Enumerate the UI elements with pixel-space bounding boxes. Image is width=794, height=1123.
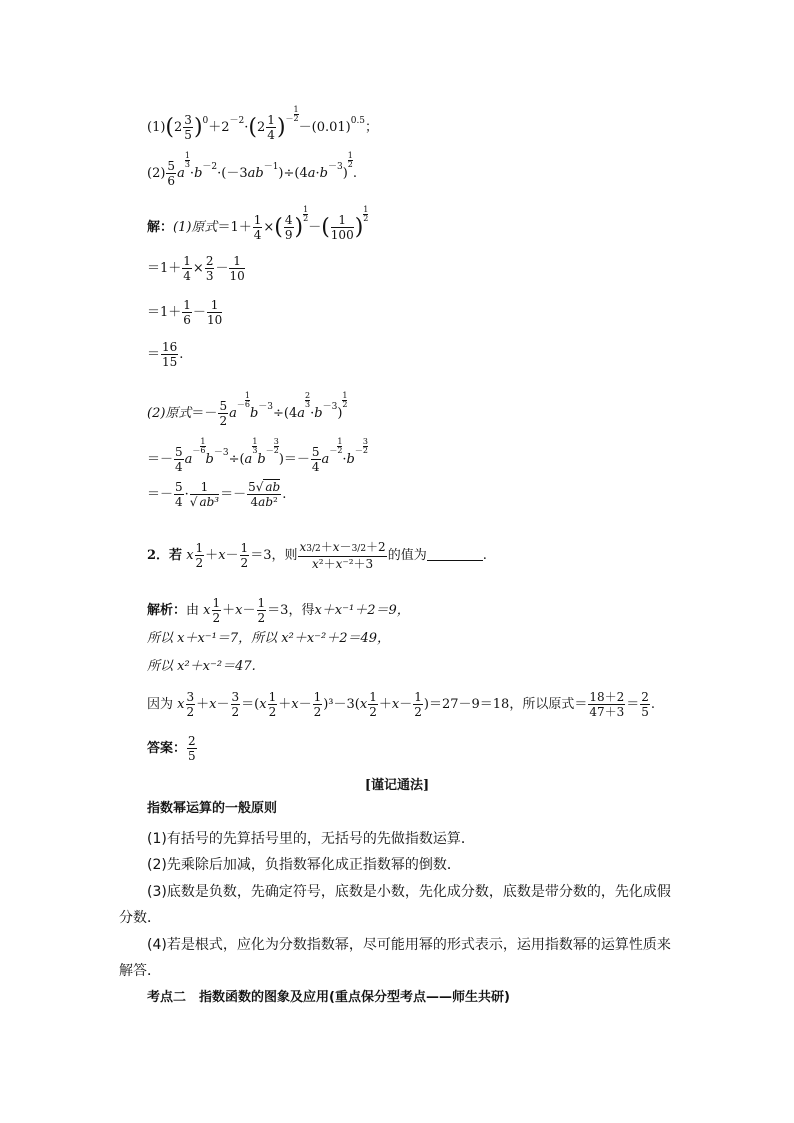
notes-heading: [谨记通法] <box>364 778 430 793</box>
solution-line-1: 解：(1)原式＝1＋ $\frac{1}{4}$ ×( $\frac{4}{9}$ ) $\frac{1}{2}$ －( $\frac{1}{100}$ ) $\frac{1}{2}$ <box>147 205 369 242</box>
problem2-ask: 的值为 <box>387 548 427 563</box>
notes-item-1: (1)有括号的先算括号里的，无括号的先做指数运算． <box>147 831 475 847</box>
solution2-line-2: ＝－ $\frac{5}{4}$ a － $\frac{1}{6}$ $b^{-3}\div(a$ $\frac{1}{3}$ b － $\frac{3}{2}$ )＝－ $\frac{5}{4}$ a － $\frac{1}{2}$ ·b － $\frac{3}{2}$ <box>147 437 368 474</box>
solution-line-3: ＝1＋ $\frac{1}{6}$ － $\frac{1}{10}$ <box>147 298 223 327</box>
orig-label: (1)原式 <box>173 220 218 235</box>
problem2-number: 2．若 <box>147 548 183 563</box>
solution2-line-1: (2)原式＝－ $\frac{5}{2}$ a － $\frac{1}{6}$ $b^{-3}\div(4a$ $\frac{2}{3}$ $\cdot b^{-3}$) $\frac{1}{2}$ <box>147 391 348 428</box>
solution-label: 解： <box>147 220 174 235</box>
next-section-title: 考点二 指数函数的图象及应用(重点保分型考点——师生共研) <box>147 990 510 1005</box>
answer-line: 答案： $\frac{2}{5}$ <box>147 734 196 763</box>
part2-label: (2) <box>147 166 166 181</box>
notes-item-2: (2)先乘除后加减，负指数幂化成正指数幂的倒数． <box>147 857 461 873</box>
problem2-then: ，则 <box>271 548 298 563</box>
analysis-line-2: 所以 x＋x⁻¹＝7，所以 x²＋x⁻²＋2＝49， <box>147 631 391 646</box>
analysis-line-3: 所以 x²＋x⁻²＝47. <box>147 659 256 674</box>
analysis-line-4: 因为 x $\frac{3}{2}$ ＋x－ $\frac{3}{2}$ ＝(x $\frac{1}{2}$ ＋x－ $\frac{1}{2}$ )³－3(x $\frac{1}{2}$ ＋x－ $\frac{1}{2}$ )＝27－9＝18，所以原式＝ $\frac{18+2}{47+3}$ ＝ $\frac{2}{5}$ . <box>147 690 656 719</box>
notes-item-4b: 解答． <box>119 963 161 979</box>
answer-label: 答案： <box>147 741 187 756</box>
part1-label: (1) <box>147 120 166 135</box>
notes-title: 指数幂运算的一般原则 <box>147 801 278 816</box>
solution-line-4: ＝ $\frac{16}{15}$ . <box>147 340 184 369</box>
analysis-label: 解析： <box>147 603 187 618</box>
problem2: 2．若 x $\frac{1}{2}$ ＋x－ $\frac{1}{2}$ ＝3，则 $\frac{x3/2+x-3/2+2}{\text{x²＋x⁻²＋3}}$ 的值为 . <box>147 540 487 571</box>
problem1-part2: (2) $\frac{5}{6}$ a $\frac{1}{3}$ $\cdot b^{-2}\cdot(-3ab^{-1})\div(4a\cdot b^{-3})$ $\frac{1}{2}$ . <box>147 151 358 188</box>
notes-item-4a: (4)若是根式，应化为分数指数幂，尽可能用幂的形式表示，运用指数幂的运算性质来 <box>147 937 671 953</box>
orig2-label: (2)原式 <box>147 406 192 421</box>
analysis-line-1: 解析：由 x $\frac{1}{2}$ ＋x－ $\frac{1}{2}$ ＝3，得x＋x⁻¹＋2＝9， <box>147 596 410 625</box>
solution2-line-3: ＝－ $\frac{5}{4}$ · $\frac{1}{\text{√ ab³}}$ ＝－ $\frac{5√ ab}{\text{4ab²}}$ . <box>147 480 287 509</box>
problem1-part1: (1)(2 $\frac{3}{5}$ )$^0+2^{-2}\cdot(2$ $\frac{1}{4}$ ) － $\frac{1}{2}$ $-(0.01)^{0.5}$； <box>147 105 379 142</box>
solution-line-2: ＝1＋ $\frac{1}{4}$ × $\frac{2}{3}$ － $\frac{1}{10}$ <box>147 254 245 283</box>
notes-item-3b: 分数． <box>119 910 161 926</box>
notes-item-3a: (3)底数是负数，先确定符号，底数是小数，先化成分数，底数是带分数的，先化成假 <box>147 884 671 900</box>
answer-blank <box>427 548 483 561</box>
